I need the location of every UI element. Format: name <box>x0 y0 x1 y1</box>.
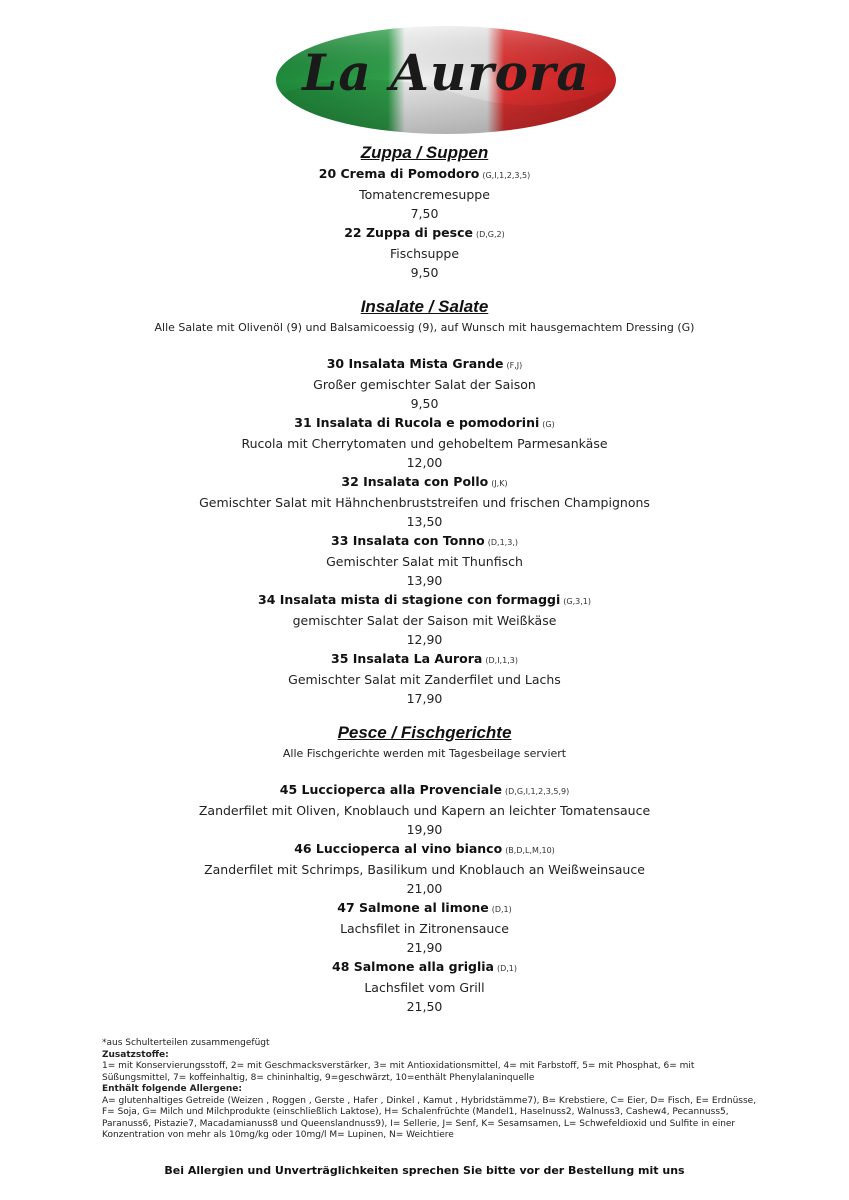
dish-description: Tomatencremesuppe <box>359 187 490 202</box>
allergen-codes: (D,I,1,3) <box>485 656 518 665</box>
dish-item <box>0 413 849 472</box>
section-note: Alle Salate mit Olivenöl (9) und Balsamicoessig (9), auf Wunsch mit hausgemachtem Dressing (G) <box>154 321 695 334</box>
dish-description: Fischsuppe <box>389 246 460 261</box>
dish-item <box>0 839 849 898</box>
allergen-codes: (G,3,1) <box>563 597 591 606</box>
dish-name: 45 Luccioperca alla Provenciale <box>279 782 502 797</box>
section-fischgerichte <box>0 722 849 1016</box>
allergens-title: Enthält folgende Allergene: <box>102 1084 243 1094</box>
dish-description: Zanderfilet mit Oliven, Knoblauch und Kapern an leichter Tomatensauce <box>198 803 651 818</box>
allergens-text: A= glutenhaltiges Getreide (Weizen , Roggen , Gerste , Hafer , Dinkel , Kamut , Hybridstämme7), B= Krebstiere, C= Eier, D= Fisch, E= Erdnüsse, F= Soja, G= Milch und Milchprodukte (einschließlich Laktose), H= Schalenfrüchte (Mandel1, Haselnuss2, Walnuss3, Cashew4, Pecannuss5, Paranuss6, Pistazie7, Macadamianuss8 und Queenslandnuss9), I= Sellerie, J= Senf, K= Sesamsamen, L= Schwefeldioxid und Sulfite in einer Konzentration von mehr als 10mg/kg oder 10mg/l M= Lupinen, N= Weichtiere <box>102 1095 757 1140</box>
dish-item <box>0 590 849 649</box>
dish-price: 13,90 <box>406 573 443 588</box>
allergen-codes: (G,I,1,2,3,5) <box>482 171 531 180</box>
dish-item <box>0 957 849 1016</box>
dish-item <box>0 780 849 839</box>
dish-name: 35 Insalata La Aurora <box>331 651 483 666</box>
dish-name: 33 Insalata con Tonno <box>331 533 485 548</box>
dish-item <box>0 531 849 590</box>
dish-price: 21,50 <box>406 999 443 1014</box>
menu-content <box>0 142 849 1016</box>
dish-description: Lachsfilet vom Grill <box>364 980 485 995</box>
dish-description: Großer gemischter Salat der Saison <box>313 377 536 392</box>
dish-description: Lachsfilet in Zitronensauce <box>340 921 509 936</box>
dish-name: 20 Crema di Pomodoro <box>318 166 480 181</box>
dish-name: 48 Salmone alla griglia <box>332 959 494 974</box>
dish-price: 12,90 <box>406 632 443 647</box>
dish-price: 12,00 <box>406 455 443 470</box>
dish-price: 17,90 <box>406 691 443 706</box>
section-note: Alle Fischgerichte werden mit Tagesbeilage serviert <box>282 747 567 760</box>
allergen-codes: (D,G,I,1,2,3,5,9) <box>505 787 570 796</box>
logo-text: La Aurora <box>302 43 590 102</box>
dish-price: 21,90 <box>406 940 443 955</box>
dish-price: 7,50 <box>410 206 439 221</box>
dish-description: Gemischter Salat mit Zanderfilet und Lachs <box>288 672 561 687</box>
allergen-codes: (J,K) <box>491 479 508 488</box>
dish-name: 22 Zuppa di pesce <box>344 225 473 240</box>
section-title: Pesce / Fischgerichte <box>337 723 512 742</box>
section-title: Zuppa / Suppen <box>360 143 489 162</box>
dish-name: 30 Insalata Mista Grande <box>326 356 504 371</box>
dish-description: Gemischter Salat mit Hähnchenbruststreifen und frischen Champignons <box>199 495 650 510</box>
allergy-closing-note: Bei Allergien und Unverträglichkeiten sprechen Sie bitte vor der Bestellung mit uns <box>164 1164 685 1177</box>
dish-name: 32 Insalata con Pollo <box>341 474 489 489</box>
allergen-codes: (D,1) <box>496 964 517 973</box>
dish-name: 31 Insalata di Rucola e pomodorini <box>294 415 540 430</box>
dish-price: 13,50 <box>406 514 443 529</box>
section-title: Insalate / Salate <box>360 297 489 316</box>
allergen-footer <box>102 1038 762 1142</box>
dish-item <box>0 164 849 223</box>
additives-title: Zusatzstoffe: <box>102 1049 169 1060</box>
dish-item <box>0 649 849 708</box>
dish-price: 9,50 <box>410 265 439 280</box>
dish-description: Gemischter Salat mit Thunfisch <box>326 554 523 569</box>
dish-name: 47 Salmone al limone <box>337 900 489 915</box>
allergen-codes: (D,1,3,) <box>487 538 518 547</box>
dish-item <box>0 898 849 957</box>
dish-item <box>0 472 849 531</box>
dish-name: 46 Luccioperca al vino bianco <box>294 841 503 856</box>
section-salate <box>0 296 849 708</box>
dish-item <box>0 354 849 413</box>
allergen-codes: (D,G,2) <box>475 230 505 239</box>
section-suppen <box>0 142 849 282</box>
restaurant-logo <box>275 25 617 135</box>
dish-price: 21,00 <box>406 881 443 896</box>
additives-text: 1= mit Konservierungsstoff, 2= mit Geschmacksverstärker, 3= mit Antioxidationsmittel, 4= mit Farbstoff, 5= mit Phosphat, 6= mit Süßungsmittel, 7= koffeinhaltig, 8= chininhaltig, 9=geschwärzt, 10=enthält Phenylalaninquelle <box>102 1061 695 1083</box>
dish-price: 19,90 <box>406 822 443 837</box>
allergen-codes: (F,J) <box>506 361 523 370</box>
dish-item <box>0 223 849 282</box>
allergen-codes: (B,D,L,M,10) <box>505 846 555 855</box>
dish-description: Rucola mit Cherrytomaten und gehobeltem Parmesankäse <box>241 436 608 451</box>
dish-description: Zanderfilet mit Schrimps, Basilikum und Knoblauch an Weißweinsauce <box>204 862 645 877</box>
footer-note: *aus Schulterteilen zusammengefügt <box>102 1038 270 1048</box>
allergen-codes: (D,1) <box>491 905 512 914</box>
dish-price: 9,50 <box>410 396 439 411</box>
dish-name: 34 Insalata mista di stagione con formaggi <box>258 592 561 607</box>
allergen-codes: (G) <box>542 420 555 429</box>
dish-description: gemischter Salat der Saison mit Weißkäse <box>292 613 557 628</box>
